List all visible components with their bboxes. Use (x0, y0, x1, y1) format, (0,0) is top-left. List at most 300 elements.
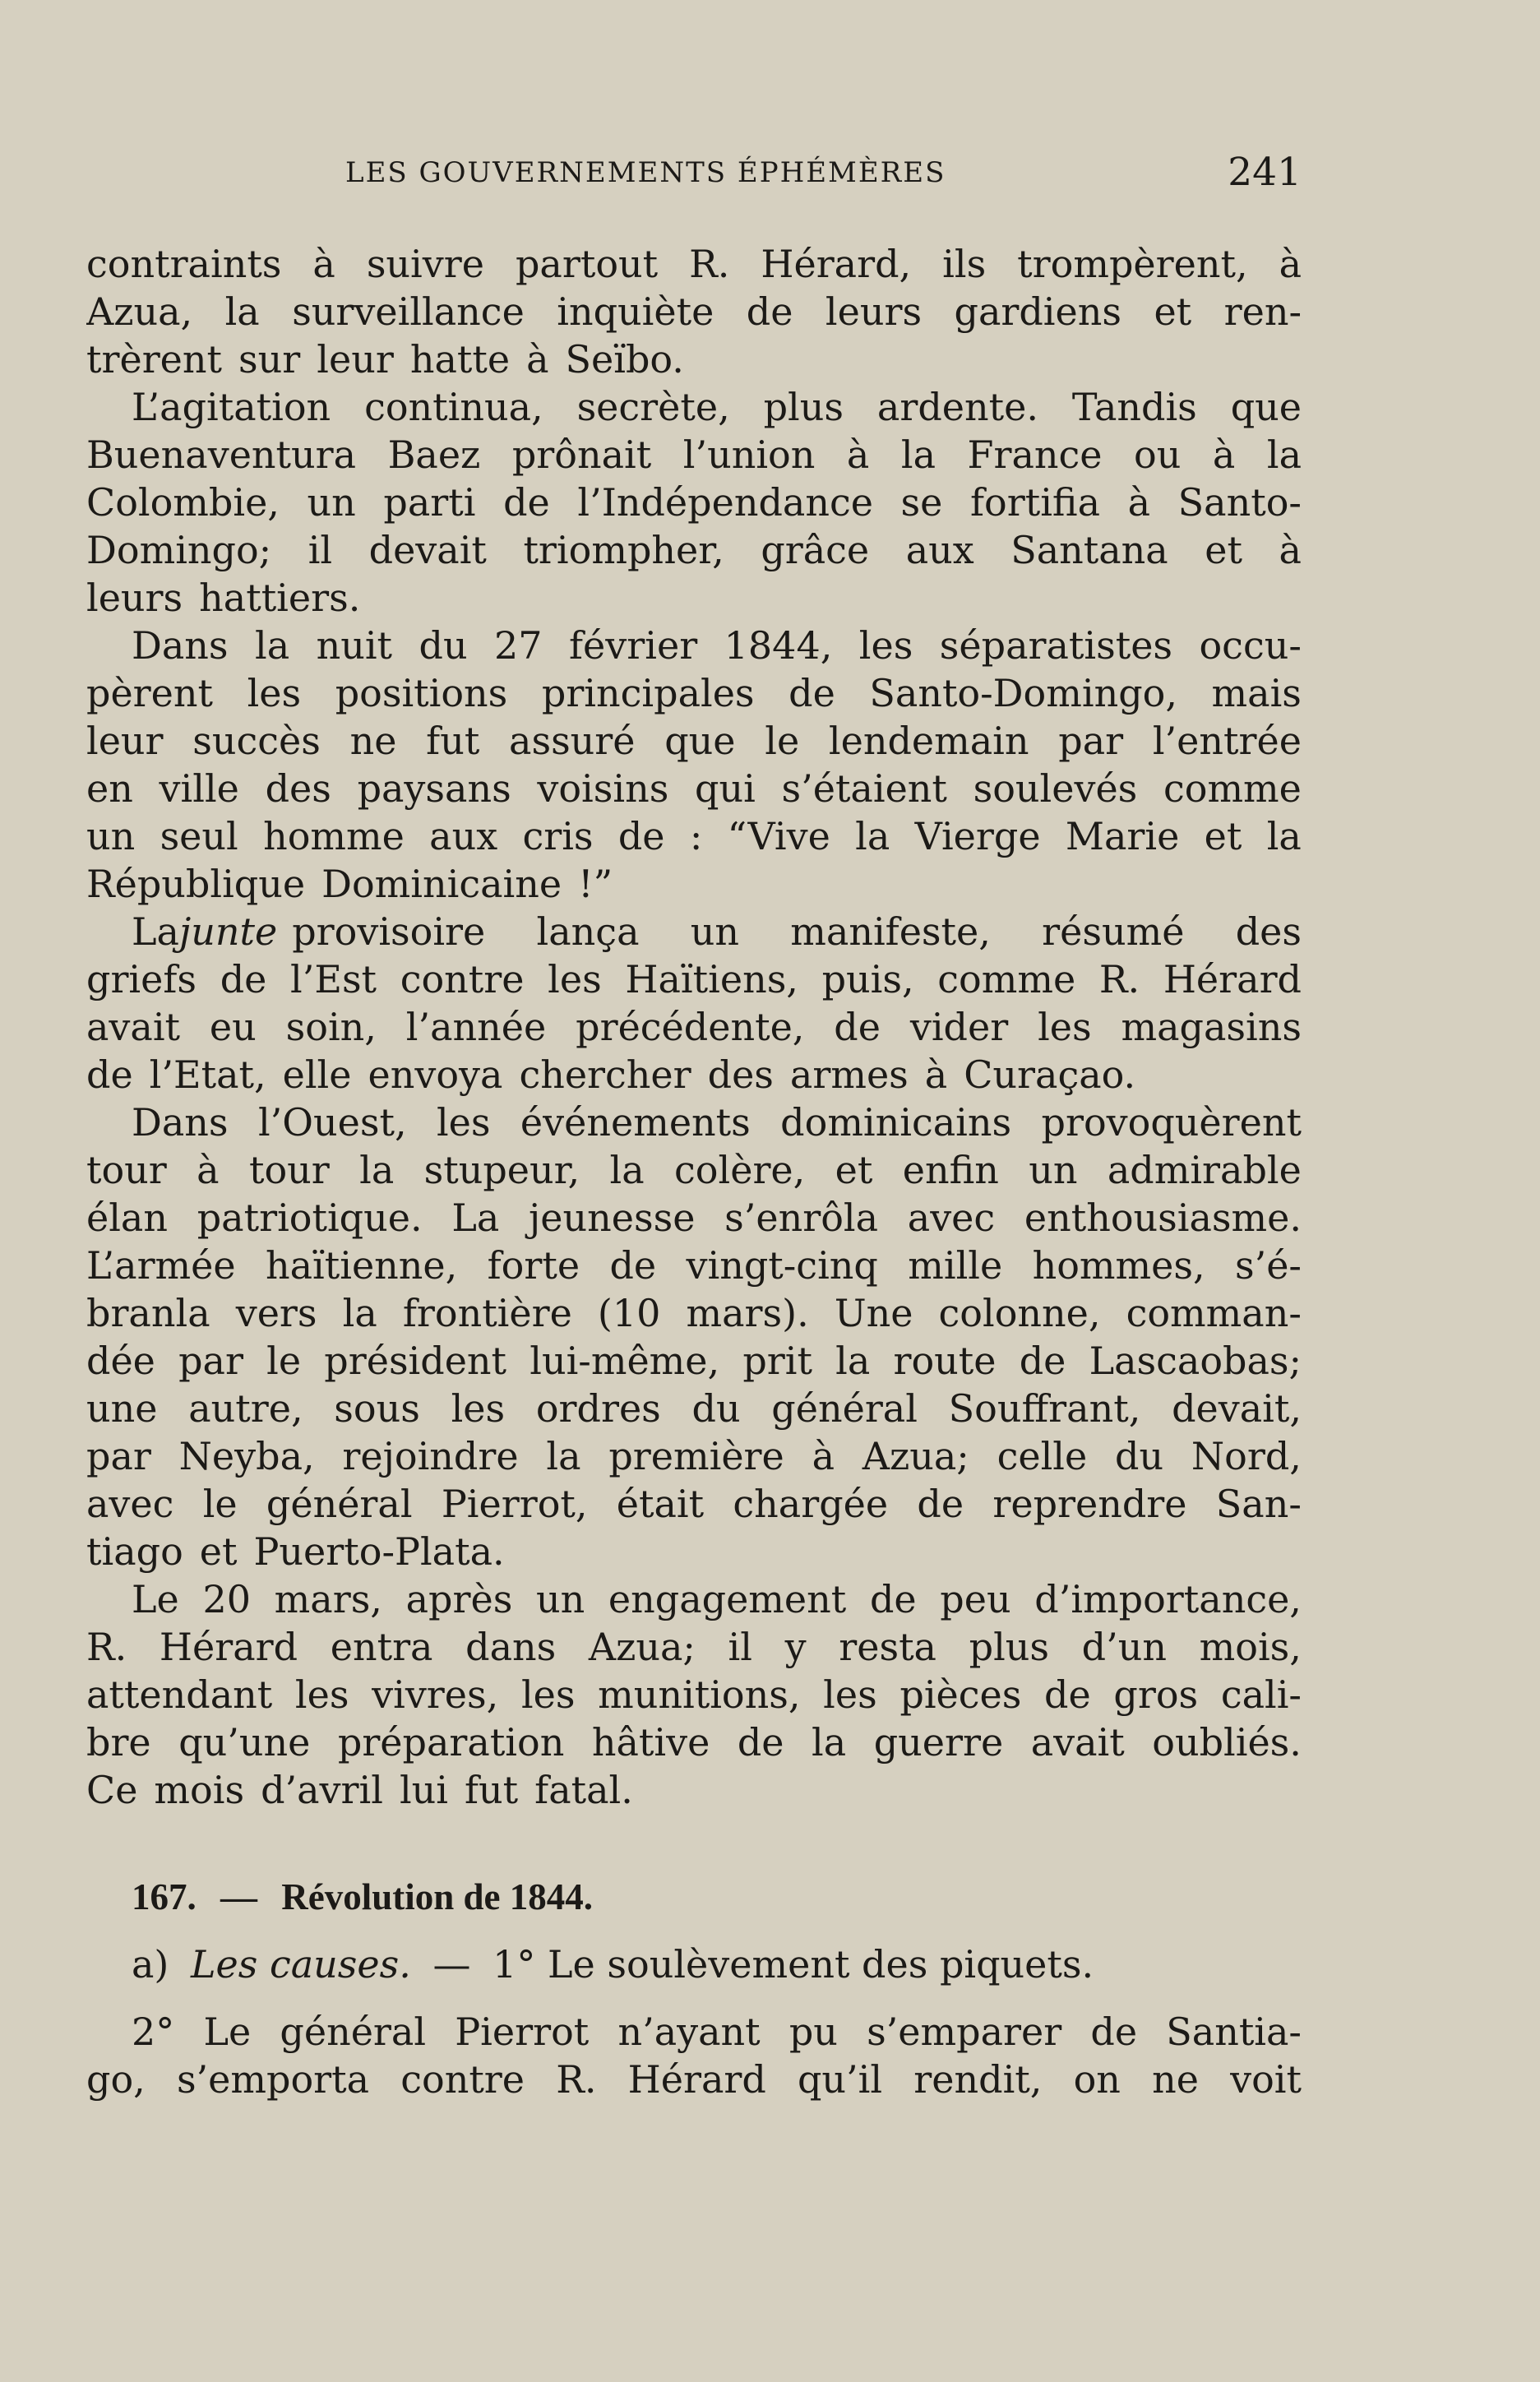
word: les (520, 1672, 576, 1717)
word: contraints (86, 242, 282, 286)
word: était (616, 1482, 705, 1526)
text-line (86, 1766, 1302, 1814)
word: du (691, 1386, 741, 1431)
word: Haïtiens, (625, 957, 798, 1001)
text-line (86, 1146, 1302, 1194)
text-line (86, 479, 1302, 526)
word: fortifia (970, 480, 1101, 525)
word: tour (86, 1148, 167, 1192)
word: admirable (1107, 1148, 1302, 1192)
word: de (220, 957, 267, 1001)
word: lança (536, 909, 640, 954)
word: Une (834, 1291, 913, 1335)
word: nuit (316, 623, 393, 668)
word: fatal. (534, 1768, 633, 1812)
paragraph-3 (86, 622, 1302, 908)
word: de (834, 1005, 881, 1049)
word: France (967, 432, 1103, 477)
text-line (86, 669, 1302, 717)
word: manifeste, (790, 909, 991, 954)
text-line (86, 955, 1302, 1003)
word: gros (1113, 1672, 1199, 1717)
word: comme (1163, 766, 1302, 811)
word: Domingo; (86, 528, 272, 572)
word: la (900, 432, 936, 477)
text-line (86, 526, 1302, 574)
word: resta (839, 1625, 936, 1669)
word: surveillance (292, 289, 525, 334)
word: s’emparer (867, 2010, 1062, 2054)
word: hâtive (591, 1720, 710, 1765)
word: bre (86, 1720, 151, 1765)
word: leurs (86, 576, 183, 620)
word: comme (937, 957, 1076, 1001)
word: par (178, 1339, 243, 1383)
word: Dominicaine (321, 862, 562, 906)
word: puis, (821, 957, 914, 1001)
word: ville (159, 766, 239, 811)
word: vers (235, 1291, 317, 1335)
text-line (86, 1337, 1302, 1385)
word: La (451, 1196, 500, 1240)
word: dominicains (780, 1100, 1012, 1145)
word: Hérard (1163, 957, 1302, 1001)
paragraph-spacing (86, 1988, 1302, 2008)
text-line (86, 860, 1302, 908)
word: d’avril (261, 1768, 383, 1812)
word: elle (282, 1052, 352, 1097)
word: partout (515, 242, 659, 286)
causes-title: Les causes. (191, 1942, 411, 1987)
word: du (1115, 1434, 1164, 1478)
word: trèrent (86, 337, 223, 382)
text-line (86, 1385, 1302, 1432)
word: en (86, 766, 133, 811)
word: et (1205, 528, 1242, 572)
word: Seïbo. (565, 337, 684, 382)
word: première (608, 1434, 784, 1478)
word: peu (940, 1577, 1011, 1621)
word: les (451, 1386, 506, 1431)
word: qui (695, 766, 756, 811)
word: soin, (285, 1005, 377, 1049)
word: vider (909, 1005, 1009, 1049)
word: Le (132, 1577, 179, 1621)
word: il (728, 1625, 752, 1669)
word: seul (160, 814, 238, 858)
word: la (812, 1720, 847, 1765)
word: colonne, (938, 1291, 1101, 1335)
word: général (266, 1482, 413, 1526)
word: prit (742, 1339, 812, 1383)
word: à (1212, 432, 1236, 477)
text-line (86, 383, 1302, 431)
word: fut (426, 719, 480, 763)
word: Le (203, 2010, 252, 2054)
word: d’importance, (1034, 1577, 1302, 1621)
word: fut (465, 1768, 519, 1812)
word: vivres, (372, 1672, 499, 1717)
word: que (664, 719, 736, 763)
word: parti (383, 480, 476, 525)
word: la (855, 814, 890, 858)
word: les (1038, 1005, 1092, 1049)
word: Hérard (159, 1625, 298, 1669)
word: envoya (368, 1052, 503, 1097)
word: Ce (86, 1768, 138, 1812)
word: vingt-cinq (686, 1243, 878, 1288)
word: : (689, 814, 703, 858)
word: aux (429, 814, 498, 858)
word: trompèrent, (1017, 242, 1248, 286)
word: il (308, 528, 333, 572)
word: mars, (274, 1577, 382, 1621)
word: armes (789, 1052, 909, 1097)
word: ardente. (876, 385, 1038, 429)
word: ne (1152, 2057, 1199, 2102)
word: résumé (1042, 909, 1185, 954)
running-head (86, 150, 1302, 196)
word: l’entrée (1152, 719, 1302, 763)
text-line (86, 1718, 1302, 1766)
word: Nord, (1191, 1434, 1302, 1478)
word: route (893, 1339, 997, 1383)
text-line (86, 1098, 1302, 1146)
word: à (846, 432, 870, 477)
text-line (86, 1194, 1302, 1242)
section-title: Révolution de 1844. (281, 1876, 594, 1917)
word: Lascaobas; (1089, 1339, 1302, 1383)
text-line (86, 1671, 1302, 1718)
word: séparatistes (939, 623, 1173, 668)
word: la (609, 1148, 645, 1192)
word: jeunesse (529, 1196, 696, 1240)
word: le (765, 719, 800, 763)
paragraph-4 (86, 908, 1302, 1098)
word: 2° (132, 2010, 175, 2054)
word: à (812, 1434, 835, 1478)
word: sous (334, 1386, 420, 1431)
word: cris (522, 814, 594, 858)
word: homme (263, 814, 405, 858)
word: l’Ouest, (257, 1100, 407, 1145)
paragraph-7 (86, 2008, 1302, 2103)
word: à (197, 1148, 220, 1192)
word: l’année (405, 1005, 547, 1049)
word: général (280, 2010, 427, 2054)
word: avec (86, 1482, 174, 1526)
word: après (405, 1577, 513, 1621)
paragraph-5 (86, 1098, 1302, 1575)
word: de (917, 1482, 964, 1526)
word: munitions, (598, 1672, 801, 1717)
text-line (86, 765, 1302, 812)
causes-dash: — (432, 1942, 471, 1987)
word: le (202, 1482, 238, 1526)
word: que (1230, 385, 1302, 429)
word: à (924, 1052, 948, 1097)
causes-item-1: 1° Le soulèvement des piquets. (493, 1942, 1094, 1987)
word: (10 (597, 1291, 661, 1335)
word: rendit, (913, 2057, 1043, 2102)
word: R. (1098, 957, 1140, 1001)
text-line (86, 335, 1302, 383)
word: de (617, 814, 665, 858)
word: avec (907, 1196, 996, 1240)
word: paysans (357, 766, 511, 811)
word: voit (1230, 2057, 1302, 2102)
word: leur (86, 719, 164, 763)
word: contre (400, 957, 525, 1001)
word: guerre (873, 1720, 1004, 1765)
causes-line (86, 1940, 1302, 1988)
word: griefs (86, 957, 197, 1001)
word: lendemain (828, 719, 1029, 763)
word: sur (238, 337, 301, 382)
word: lui (399, 1768, 449, 1812)
word: Santia- (1166, 2010, 1302, 2054)
word: !” (578, 862, 613, 906)
word: gardiens (954, 289, 1121, 334)
word: go, (86, 2057, 146, 2102)
word: s’étaient (781, 766, 947, 811)
word: pu (788, 2010, 838, 2054)
word: la (255, 623, 290, 668)
word: suivre (366, 242, 484, 286)
word: à (1279, 528, 1302, 572)
word: le (266, 1339, 302, 1383)
word: de (746, 289, 793, 334)
word: n’ayant (617, 2010, 761, 2054)
word: par (1058, 719, 1124, 763)
word: l’Indépendance (577, 480, 873, 525)
word: la (359, 1148, 395, 1192)
word: mars). (686, 1291, 809, 1335)
word: 1844, (724, 623, 833, 668)
word: inquiète (557, 289, 715, 334)
word: l’Etat, (149, 1052, 266, 1097)
word: Dans (132, 623, 229, 668)
word: à (1279, 242, 1302, 286)
word: lui-même, (530, 1339, 720, 1383)
word: assuré (509, 719, 636, 763)
word: succès (192, 719, 321, 763)
word: Neyba, (178, 1434, 315, 1478)
word: branla (86, 1291, 210, 1335)
word: cali- (1220, 1672, 1302, 1717)
word: occu- (1199, 623, 1302, 668)
word: les (858, 623, 913, 668)
word: comman- (1126, 1291, 1302, 1335)
word: de (609, 1243, 657, 1288)
word: la (835, 1339, 871, 1383)
word: Pierrot, (441, 1482, 588, 1526)
page-number: 241 (1228, 150, 1302, 195)
word: les (294, 1672, 349, 1717)
word: qu’une (178, 1720, 311, 1765)
word: entra (330, 1625, 433, 1669)
word: préparation (337, 1720, 565, 1765)
text-line (86, 1289, 1302, 1337)
word: aux (905, 528, 974, 572)
line-end-words (292, 908, 1302, 955)
word: ou (1134, 432, 1182, 477)
word: tiago (86, 1529, 183, 1574)
word: enfin (902, 1148, 999, 1192)
word: président (324, 1339, 507, 1383)
word: colère, (674, 1148, 806, 1192)
word: leur (317, 337, 394, 382)
word: Marie (1065, 814, 1180, 858)
heading-spacing (86, 1921, 1302, 1940)
word: magasins (1121, 1005, 1302, 1049)
word: enthousiasme. (1024, 1196, 1302, 1240)
word: ordres (535, 1386, 661, 1431)
text-line (86, 1051, 1302, 1098)
word: de (1044, 1672, 1091, 1717)
text-line (86, 574, 1302, 622)
text-line (86, 2056, 1302, 2103)
word: reprendre (992, 1482, 1187, 1526)
word: San- (1215, 1482, 1302, 1526)
word: Pierrot (455, 2010, 590, 2054)
word: triompher, (523, 528, 724, 572)
word: de (86, 1052, 133, 1097)
section-heading (86, 1873, 1302, 1921)
word: de (788, 671, 835, 715)
word: forte (487, 1243, 580, 1288)
word: devait, (1172, 1386, 1302, 1431)
text-line (86, 240, 1302, 288)
word: plus (969, 1625, 1050, 1669)
section-number: 167. (132, 1876, 197, 1917)
word: celle (997, 1434, 1088, 1478)
paragraph-1 (86, 240, 1302, 383)
word: événements (520, 1100, 751, 1145)
text-line (86, 1623, 1302, 1671)
word: les (247, 671, 302, 715)
word: provoquèrent (1041, 1100, 1302, 1145)
word: chargée (733, 1482, 889, 1526)
paragraph-2 (86, 383, 1302, 622)
word: soulevés (973, 766, 1138, 811)
word: Santo- (1177, 480, 1302, 525)
word: et (199, 1529, 238, 1574)
word: Azua; (862, 1434, 969, 1478)
word: avait (86, 1005, 181, 1049)
word: Vierge (914, 814, 1041, 858)
word: une (86, 1386, 158, 1431)
word: la (1266, 814, 1302, 858)
word: les (548, 957, 602, 1001)
text-line (86, 1575, 1302, 1623)
word: R. (556, 2057, 597, 2102)
word: Baez (387, 432, 481, 477)
word: de (503, 480, 550, 525)
word: haïtienne, (266, 1243, 458, 1288)
text-line (86, 288, 1302, 335)
word: un (307, 480, 356, 525)
word: hatte (409, 337, 511, 382)
word: de (1090, 2010, 1138, 2054)
word: la (342, 1291, 377, 1335)
word: autre, (188, 1386, 303, 1431)
word: 20 (202, 1577, 251, 1621)
word: rejoindre (342, 1434, 519, 1478)
word: se (900, 480, 943, 525)
word: février (569, 623, 698, 668)
word: on (1073, 2057, 1121, 2102)
word: de (737, 1720, 784, 1765)
word: contre (400, 2057, 525, 2102)
word: s’é- (1234, 1243, 1302, 1288)
word: Santo-Domingo, (869, 671, 1177, 715)
word: devait (368, 528, 487, 572)
word: l’union (682, 432, 816, 477)
text-line (86, 1003, 1302, 1051)
word: positions (335, 671, 508, 715)
word: du (419, 623, 468, 668)
word: un (535, 1577, 585, 1621)
word: Azua; (588, 1625, 696, 1669)
word: Dans (132, 1100, 229, 1145)
word: attendant (86, 1672, 273, 1717)
word: hattiers. (199, 576, 361, 620)
word: un (690, 909, 740, 954)
word: hommes, (1032, 1243, 1205, 1288)
text-line (86, 1528, 1302, 1575)
word: secrète, (576, 385, 730, 429)
word: des (1235, 909, 1302, 954)
word: patriotique. (197, 1196, 423, 1240)
section-spacing (86, 1814, 1302, 1873)
word: y (784, 1625, 807, 1669)
word: élan (86, 1196, 168, 1240)
word: les (436, 1100, 491, 1145)
word: Hérard, (761, 242, 912, 286)
word: précédente, (576, 1005, 805, 1049)
word: stupeur, (423, 1148, 580, 1192)
word: Tandis (1071, 385, 1197, 429)
word: dée (86, 1339, 155, 1383)
running-title: LES GOUVERNEMENTS ÉPHÉMÈRES (345, 156, 946, 189)
word: de (869, 1577, 917, 1621)
italic-word: junte (178, 909, 278, 954)
word: qu’il (797, 2057, 883, 2102)
word: des (707, 1052, 774, 1097)
word: des (265, 766, 331, 811)
word: l’Est (290, 957, 377, 1001)
word: la (1266, 432, 1302, 477)
text-line (86, 431, 1302, 479)
text-line (86, 1432, 1302, 1480)
word: leurs (825, 289, 923, 334)
word: à (1127, 480, 1151, 525)
word: général (771, 1386, 918, 1431)
word: la (546, 1434, 581, 1478)
text-line (86, 622, 1302, 669)
word: frontière (402, 1291, 572, 1335)
word: L’armée (86, 1243, 236, 1288)
word: Puerto-Plata. (253, 1529, 505, 1574)
word: et (835, 1148, 873, 1192)
word: R. (86, 1625, 127, 1669)
word: de (1019, 1339, 1066, 1383)
word: ren- (1223, 289, 1302, 334)
text-line (86, 717, 1302, 765)
word: Colombie, (86, 480, 280, 525)
word: continua, (364, 385, 543, 429)
